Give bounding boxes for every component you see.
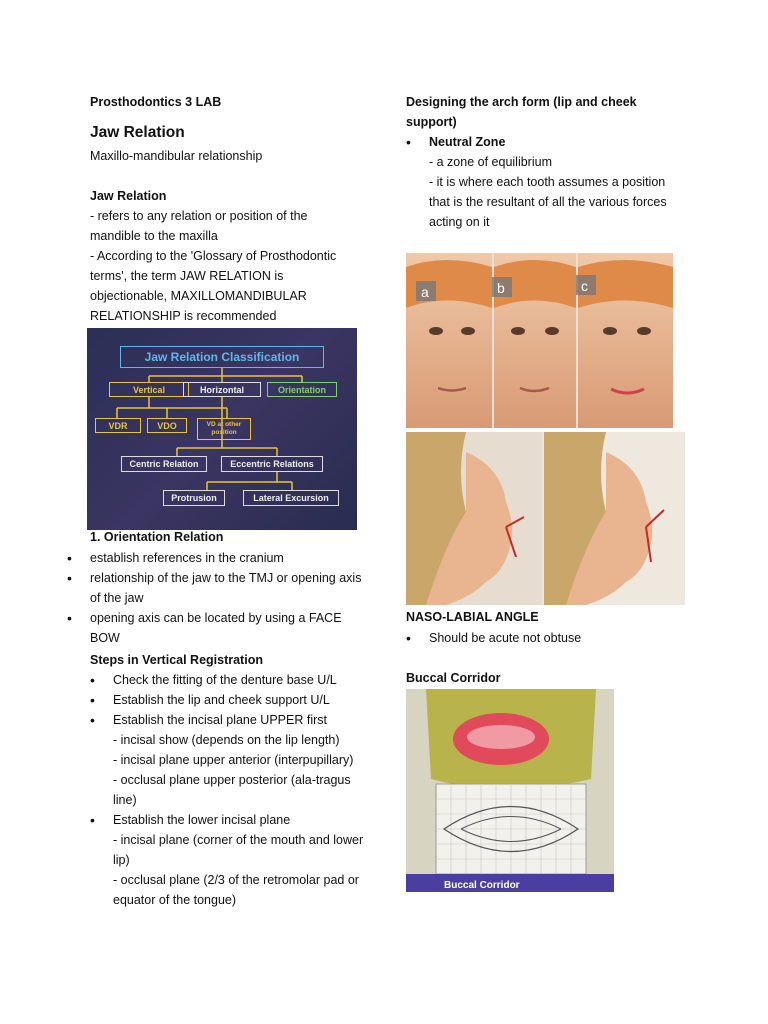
list-item: • opening axis can be located by using a FACE BOW — [67, 608, 367, 648]
nz-line: that is the resultant of all the various forces — [429, 195, 667, 209]
step-sub: - incisal show (depends on the lip length) — [113, 733, 340, 747]
neutral-zone-label: Neutral Zone — [429, 135, 506, 149]
para-line: - According to the 'Glossary of Prosthodontic — [90, 249, 337, 263]
face-label-c: c — [581, 278, 588, 294]
nz-line: - it is where each tooth assumes a position — [429, 175, 666, 189]
step-text: Check the fitting of the denture base U/L — [113, 673, 337, 687]
buccal-caption: Buccal Corridor — [444, 880, 520, 891]
diagram-vdo: VDO — [147, 418, 187, 433]
list-item: • relationship of the jaw to the TMJ or opening axis of the jaw — [67, 568, 367, 608]
diagram-vd-other-line2: position — [211, 429, 237, 436]
step-sub: - incisal plane (corner of the mouth and lower lip) — [113, 833, 364, 867]
step-text: Establish the lower incisal plane — [113, 813, 291, 827]
step-sub: - occlusal plane upper posterior (ala-tragus line) — [113, 773, 351, 807]
para-line: - refers to any relation or position of the — [90, 209, 308, 223]
orientation-bullets — [67, 548, 367, 648]
list-item — [90, 810, 372, 910]
nz-line: - a zone of equilibrium — [429, 155, 552, 169]
list-item: • Should be acute not obtuse — [406, 628, 696, 648]
para-line: mandible to the maxilla — [90, 229, 218, 243]
diagram-vertical: Vertical — [109, 382, 189, 397]
para-line: objectionable, MAXILLOMANDIBULAR — [90, 289, 307, 303]
orientation-heading: 1. Orientation Relation — [90, 530, 224, 544]
diagram-vd-other — [197, 418, 251, 440]
profile-illustration — [406, 432, 685, 605]
step-text: Establish the incisal plane UPPER first — [113, 713, 327, 727]
buccal-corridor-photo — [406, 689, 614, 892]
naso-labial-list — [406, 628, 696, 648]
list-item: • establish references in the cranium — [67, 548, 367, 568]
diagram-horizontal: Horizontal — [183, 382, 261, 397]
diagram-orientation: Orientation — [267, 382, 337, 397]
subtitle: Maxillo-mandibular relationship — [90, 149, 263, 163]
course-title: Prosthodontics 3 LAB — [90, 95, 222, 109]
diagram-lateral-excursion: Lateral Excursion — [243, 490, 339, 506]
diagram-vd-other-line1: VD at other — [206, 421, 242, 428]
page-title: Jaw Relation — [90, 124, 185, 141]
list-item — [90, 710, 372, 810]
diagram-vdr: VDR — [95, 418, 141, 433]
list-item — [90, 690, 372, 710]
diagram-eccentric-relations: Eccentric Relations — [221, 456, 323, 472]
naso-labial-angle-photo — [406, 432, 685, 605]
jaw-relation-classification-diagram — [87, 328, 357, 530]
steps-heading: Steps in Vertical Registration — [90, 653, 263, 667]
face-label-b: b — [497, 280, 505, 296]
naso-labial-heading: NASO-LABIAL ANGLE — [406, 610, 539, 624]
buccal-illustration — [406, 689, 614, 892]
jaw-relation-definition — [90, 206, 375, 326]
step-sub: - incisal plane upper anterior (interpupillary) — [113, 753, 354, 767]
step-sub: - occlusal plane (2/3 of the retromolar pad or equator of the tongue) — [113, 873, 359, 907]
diagram-centric-relation: Centric Relation — [121, 456, 207, 472]
arch-form-heading: Designing the arch form (lip and cheek support) — [406, 95, 637, 129]
step-text: Establish the lip and cheek support U/L — [113, 693, 330, 707]
para-line: terms', the term JAW RELATION is — [90, 269, 284, 283]
faces-comparison-photo — [406, 253, 673, 428]
diagram-protrusion: Protrusion — [163, 490, 225, 506]
buccal-corridor-heading: Buccal Corridor — [406, 671, 501, 685]
face-label-a: a — [421, 284, 429, 300]
list-item — [90, 670, 372, 690]
nz-line: acting on it — [429, 215, 490, 229]
diagram-title: Jaw Relation Classification — [120, 346, 324, 368]
neutral-zone-list — [406, 132, 696, 232]
steps-list — [90, 670, 372, 910]
para-line: RELATIONSHIP is recommended — [90, 309, 277, 323]
list-item — [406, 132, 696, 232]
faces-illustration — [406, 253, 673, 428]
section-heading-jaw-relation: Jaw Relation — [90, 189, 167, 203]
